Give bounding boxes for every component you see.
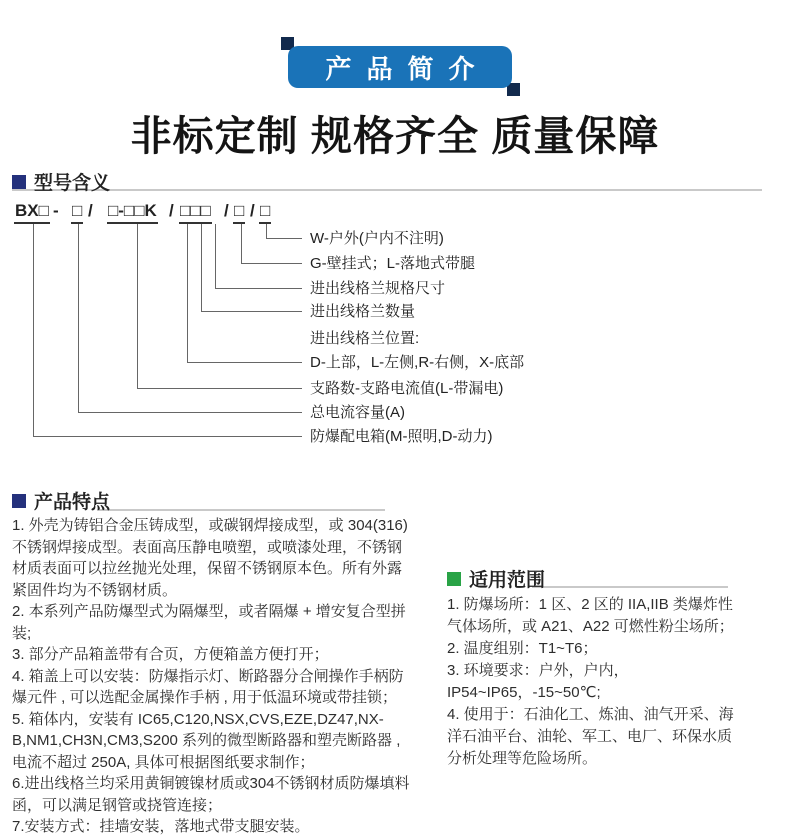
connector-line	[33, 436, 302, 437]
model-code-label: 防爆配电箱(M-照明,D-动力)	[310, 428, 493, 445]
connector-line	[215, 224, 216, 288]
feature-list	[12, 515, 410, 838]
section-header-application-scope	[447, 565, 545, 592]
model-code-segment: □	[259, 201, 271, 224]
model-code-segment: □	[71, 201, 83, 224]
connector-line	[78, 224, 79, 412]
model-code-segment: □-□□K	[107, 201, 158, 224]
model-code-segment: /	[169, 201, 174, 220]
connector-line	[241, 263, 302, 264]
scope-item: 4. 使用于：石油化工、炼油、油气开采、海洋石油平台、油轮、军工、电厂、环保水质分析处理等危险场所。	[447, 706, 734, 767]
connector-line	[78, 412, 302, 413]
connector-line	[241, 224, 242, 263]
square-bullet-icon	[12, 175, 26, 189]
connector-line	[266, 238, 302, 239]
scope-list	[447, 594, 739, 770]
feature-item: 5. 箱体内，安装有 IC65,C120,NSX,CVS,EZE,DZ47,NX-B,NM1,CH3N,CM3,S200 系列的微型断路器和塑壳断路器 , 电流不超过 250A, 具体可根据图纸要求制作；	[12, 710, 401, 771]
section-header-product-features	[12, 487, 110, 514]
section-divider	[97, 509, 385, 511]
banner-title: 产品简介	[325, 53, 490, 84]
section-title: 产品特点	[34, 492, 111, 513]
section-divider	[532, 586, 728, 588]
square-bullet-icon	[12, 494, 26, 508]
model-code-label: G-壁挂式；L-落地式带腿	[310, 255, 476, 272]
product-intro-banner	[288, 46, 512, 88]
connector-line	[215, 288, 302, 289]
model-code-label: 进出线格兰位置:	[310, 330, 420, 347]
model-code-label: D-上部，L-左侧,R-右侧，X-底部	[310, 354, 525, 371]
feature-item: 1. 外壳为铸铝合金压铸成型，或碳钢焊接成型，或 304(316) 不锈钢焊接成型。表面高压静电喷塑，或喷漆处理，不锈钢材质表面可以拉丝抛光处理，保留不锈钢原本色。所有外露紧固件均为不锈钢材质。	[12, 517, 408, 599]
square-bullet-icon	[447, 572, 461, 586]
feature-item: 3. 部分产品箱盖带有合页，方便箱盖方便打开；	[12, 646, 329, 663]
section-divider	[12, 189, 762, 191]
connector-line	[201, 311, 302, 312]
page-title: 非标定制 规格齐全 质量保障	[130, 113, 660, 159]
model-code-segment: -	[53, 201, 59, 220]
scope-item: 2. 温度组别：T1~T6；	[447, 640, 598, 657]
scope-item: 3. 环境要求：户外，户内，IP54~IP65，-15~50℃;	[447, 662, 629, 701]
connector-line	[137, 224, 138, 388]
model-code-label: 进出线格兰数量	[310, 303, 416, 320]
model-code-segment: BX□	[14, 201, 50, 224]
model-code-label: 总电流容量(A)	[310, 404, 405, 421]
model-code-segment: /	[88, 201, 93, 220]
section-title: 型号含义	[34, 173, 111, 194]
section-title: 适用范围	[469, 570, 546, 591]
section-header-model-meaning	[12, 168, 110, 195]
connector-line	[187, 362, 302, 363]
model-code-segment: /	[224, 201, 229, 220]
scope-item: 1. 防爆场所：1 区、2 区的 IIA,IIB 类爆炸性气体场所，或 A21、A22 可燃性粉尘场所；	[447, 596, 734, 635]
connector-line	[137, 388, 302, 389]
connector-line	[187, 224, 188, 362]
model-code-label: 进出线格兰规格尺寸	[310, 280, 446, 297]
model-code-segment: □	[233, 201, 245, 224]
connector-line	[266, 224, 267, 238]
model-code-label: W-户外(户内不注明)	[310, 230, 444, 247]
connector-line	[33, 224, 34, 436]
model-code-segment: /	[250, 201, 255, 220]
feature-item: 6.进出线格兰均采用黄铜镀镍材质或304不锈钢材质防爆填料函，可以满足钢管或挠管连接；	[12, 775, 410, 814]
feature-item: 7.安装方式：挂墙安装，落地式带支腿安装。	[12, 818, 310, 835]
model-code-segment: □□□	[179, 201, 212, 224]
feature-item: 4. 箱盖上可以安装：防爆指示灯、断路器分合闸操作手柄防爆元件 , 可以选配金属操作手柄 , 用于低温环境或带挂锁；	[12, 667, 404, 706]
model-code-label: 支路数-支路电流值(L-带漏电)	[310, 380, 504, 397]
connector-line	[201, 224, 202, 311]
feature-item: 2. 本系列产品防爆型式为隔爆型，或者隔爆 + 增安复合型拼装;	[12, 603, 406, 642]
